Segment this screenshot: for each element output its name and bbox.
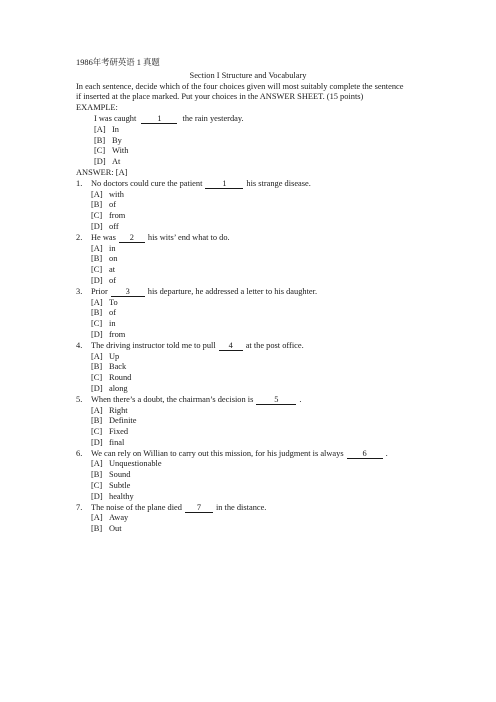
option-text: healthy: [109, 491, 134, 501]
answer-blank: 7: [185, 503, 213, 513]
question-item: [76, 341, 436, 352]
option-letter: [D]: [91, 221, 103, 231]
answer-option: [76, 427, 436, 438]
option-text: In: [112, 124, 119, 134]
example-option: [76, 146, 436, 157]
question-item: [76, 395, 436, 406]
option-text: At: [112, 157, 121, 167]
option-text: final: [109, 437, 125, 447]
option-text: Up: [109, 351, 120, 361]
answer-option: [76, 308, 436, 319]
document-title: 1986年考研英语 1 真题: [76, 58, 160, 67]
option-text: Round: [109, 373, 132, 383]
question-number: 3.: [76, 286, 83, 296]
answer-blank: 1: [205, 179, 243, 189]
option-letter: [A]: [91, 459, 103, 469]
answer-option: [76, 492, 436, 503]
example-label: EXAMPLE:: [76, 103, 118, 113]
option-text: Definite: [109, 416, 137, 426]
option-letter: [C]: [91, 427, 103, 437]
question-number: 7.: [76, 502, 83, 512]
answer-option: [76, 200, 436, 211]
answer-option: [76, 470, 436, 481]
answer-option: [76, 190, 436, 201]
option-letter: [D]: [91, 491, 103, 501]
option-letter: [A]: [91, 351, 103, 361]
question-number: 1.: [76, 178, 83, 188]
instructions-line-1: In each sentence, decide which of the four choices given will most suitably complete the sentence: [76, 81, 404, 91]
option-text: from: [109, 211, 126, 221]
option-text: Away: [109, 513, 129, 523]
option-text: Sound: [109, 470, 131, 480]
example-sentence: [76, 114, 436, 125]
question-text-end: .: [385, 448, 388, 458]
answer-option: [76, 524, 436, 535]
example-option: [76, 125, 436, 136]
option-letter: [D]: [91, 383, 103, 393]
answer-option: [76, 481, 436, 492]
option-text: By: [112, 135, 122, 145]
answer-blank: 6: [347, 449, 383, 459]
option-text: To: [109, 297, 118, 307]
option-text: in: [109, 243, 116, 253]
question-item: [76, 179, 436, 190]
option-letter: [D]: [91, 329, 103, 339]
option-letter: [B]: [91, 524, 103, 534]
option-text: from: [109, 329, 126, 339]
option-letter: [A]: [91, 405, 103, 415]
answer-option: [76, 254, 436, 265]
option-text: Fixed: [109, 427, 129, 437]
instructions-line-2: if inserted at the place marked. Put your choices in the ANSWER SHEET. (15 points): [76, 92, 364, 102]
question-text-end: his wits’ end what to do.: [147, 232, 230, 242]
example-blank: 1: [141, 114, 177, 124]
answer-option: [76, 373, 436, 384]
option-letter: [A]: [91, 513, 103, 523]
question-text-end: at the post office.: [245, 340, 304, 350]
question-list: [76, 179, 436, 535]
option-text: Subtle: [109, 481, 131, 491]
question-text-start: When there’s a doubt, the chairman’s decision is: [91, 394, 254, 404]
option-letter: [A]: [94, 124, 106, 134]
option-text: on: [109, 254, 118, 264]
example-option: [76, 136, 436, 147]
answer-option: [76, 211, 436, 222]
option-text: With: [112, 146, 129, 156]
question-text-start: He was: [91, 232, 116, 242]
option-letter: [C]: [91, 481, 103, 491]
question-text-end: in the distance.: [215, 502, 267, 512]
question-text-start: We can rely on Willian to carry out this mission, for his judgment is always: [91, 448, 344, 458]
option-letter: [B]: [91, 362, 103, 372]
option-letter: [C]: [94, 146, 106, 156]
option-letter: [B]: [91, 254, 103, 264]
option-letter: [C]: [91, 211, 103, 221]
answer-option: [76, 298, 436, 309]
option-text: with: [109, 189, 124, 199]
option-letter: [C]: [91, 265, 103, 275]
question-text-start: The driving instructor told me to pull: [91, 340, 216, 350]
option-text: Back: [109, 362, 127, 372]
answer-option: [76, 330, 436, 341]
option-text: Right: [109, 405, 128, 415]
question-item: [76, 503, 436, 514]
question-item: [76, 449, 436, 460]
option-text: off: [109, 221, 119, 231]
option-letter: [B]: [91, 308, 103, 318]
option-letter: [A]: [91, 189, 103, 199]
answer-option: [76, 265, 436, 276]
option-letter: [B]: [91, 470, 103, 480]
option-letter: [C]: [91, 319, 103, 329]
example-sentence-start: I was caught: [94, 113, 137, 123]
option-text: Unquestionable: [109, 459, 162, 469]
question-text-end: his departure, he addressed a letter to his daughter.: [147, 286, 318, 296]
question-number: 4.: [76, 340, 83, 350]
question-text-end: .: [299, 394, 302, 404]
answer-option: [76, 438, 436, 449]
option-text: of: [109, 200, 116, 210]
option-text: in: [109, 319, 116, 329]
answer-option: [76, 384, 436, 395]
section-title: Section I Structure and Vocabulary: [189, 70, 307, 80]
answer-option: [76, 276, 436, 287]
example-option: [76, 157, 436, 168]
question-text-start: No doctors could cure the patient: [91, 178, 203, 188]
option-text: of: [109, 308, 116, 318]
option-text: of: [109, 275, 116, 285]
question-number: 6.: [76, 448, 83, 458]
option-letter: [D]: [91, 437, 103, 447]
question-text-end: his strange disease.: [246, 178, 311, 188]
option-text: at: [109, 265, 116, 275]
question-number: 2.: [76, 232, 83, 242]
question-number: 5.: [76, 394, 83, 404]
answer-option: [76, 244, 436, 255]
question-text-start: The noise of the plane died: [91, 502, 182, 512]
question-text-start: Prior: [91, 286, 108, 296]
option-letter: [A]: [91, 243, 103, 253]
question-item: [76, 233, 436, 244]
answer-option: [76, 406, 436, 417]
answer-blank: 5: [256, 395, 296, 405]
option-text: Out: [109, 524, 122, 534]
answer-option: [76, 513, 436, 524]
option-letter: [B]: [94, 135, 106, 145]
answer-blank: 4: [219, 341, 243, 351]
option-letter: [B]: [91, 416, 103, 426]
option-letter: [A]: [91, 297, 103, 307]
option-text: along: [109, 383, 128, 393]
answer-blank: 2: [119, 233, 145, 243]
answer-option: [76, 459, 436, 470]
example-sentence-end: the rain yesterday.: [182, 113, 244, 123]
question-item: [76, 287, 436, 298]
answer-option: [76, 222, 436, 233]
answer-option: [76, 319, 436, 330]
answer-option: [76, 416, 436, 427]
answer-line: ANSWER: [A]: [76, 167, 128, 177]
option-letter: [D]: [94, 157, 106, 167]
document-page: [76, 58, 436, 535]
option-letter: [D]: [91, 275, 103, 285]
answer-option: [76, 362, 436, 373]
option-letter: [B]: [91, 200, 103, 210]
example-options: [76, 125, 436, 168]
answer-option: [76, 352, 436, 363]
option-letter: [C]: [91, 373, 103, 383]
answer-blank: 3: [111, 287, 145, 297]
